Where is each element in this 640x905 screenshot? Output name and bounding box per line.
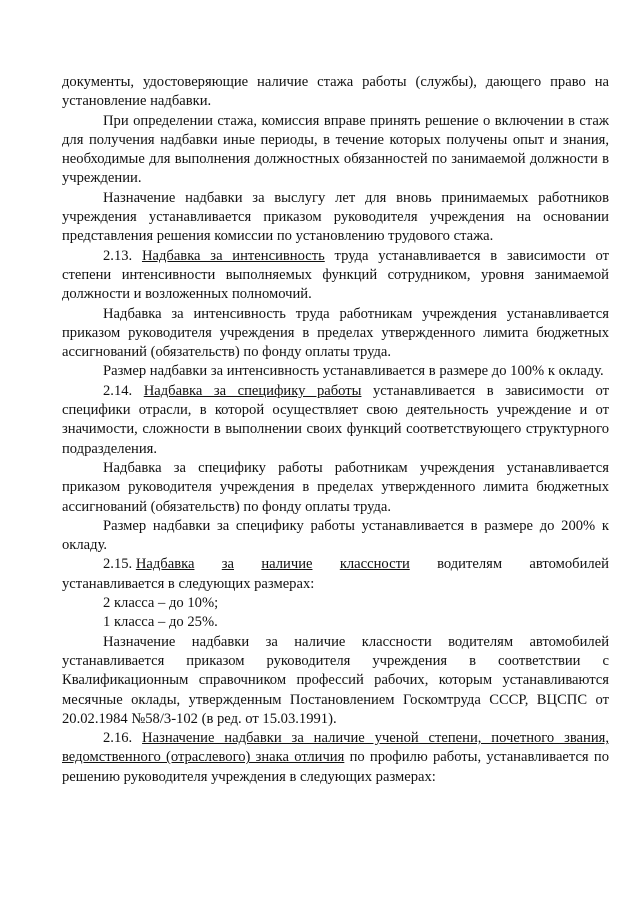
clause-heading: Назначение надбавки за наличие ученой степени, почетного звания, ведомственного (отраслевого) знака отличия bbox=[62, 730, 609, 766]
clause-2-15-first-line bbox=[62, 555, 609, 574]
clause-2-15 bbox=[62, 555, 609, 594]
clause-heading-word: за bbox=[221, 556, 235, 573]
paragraph-specifics-order: Надбавка за специфику работы работникам учреждения устанавливается приказом руководителя учреждения в пределах утвержденного лимита бюджетных ассигнований (обязательств) по фонду оплаты труда. bbox=[62, 459, 609, 515]
clause-heading: Надбавка за интенсивность bbox=[141, 247, 325, 264]
clause-number: 2.15. bbox=[103, 556, 133, 573]
paragraph-class-appointment: Назначение надбавки за наличие классности водителям автомобилей устанавливается приказом руководителя учреждения в соответствии с Квалификационным справочником профессий рабочих, которым устанавливаются месячные оклады, утвержденным Постановлением Госкомтруда СССР, ВЦСПС от 20.02.1984 №58/3-102 (в ред. от 15.03.1991). bbox=[62, 633, 609, 727]
clause-heading: Надбавка за специфику работы bbox=[143, 382, 362, 399]
clause-text: устанавливается в зависимости от специфики отрасли, в которой осуществляет свою деятельность учреждение и от значимости, сложности в выполнении своих функций соответствующего структурного подразделения. bbox=[62, 382, 609, 457]
clause-2-15-second-line: устанавливается в следующих размерах: bbox=[62, 575, 315, 592]
document-page bbox=[62, 73, 609, 787]
clause-number-and-word bbox=[103, 555, 194, 574]
clause-2-14 bbox=[62, 382, 609, 459]
clause-word: водителям bbox=[437, 556, 503, 573]
clause-2-13 bbox=[62, 247, 609, 305]
paragraph-experience-periods: При определении стажа, комиссия вправе принять решение о включении в стаж для получения надбавки иные периоды, в течение которых получены опыт и знания, необходимые для выполнения должностных обязанностей по занимаемой должности в учреждении. bbox=[62, 112, 609, 187]
paragraph-experience-documents: документы, удостоверяющие наличие стажа работы (службы), дающего право на установление надбавки. bbox=[62, 74, 609, 110]
clause-text: труда устанавливается в зависимости от степени интенсивности выполняемых функций сотрудником, уровня занимаемой должности и возложенных полномочий. bbox=[62, 247, 609, 303]
clause-word: автомобилей bbox=[529, 556, 609, 573]
clause-2-16 bbox=[62, 729, 609, 787]
paragraph-specifics-size: Размер надбавки за специфику работы устанавливается в размере до 200% к окладу. bbox=[62, 517, 609, 554]
paragraph-intensity-order: Надбавка за интенсивность труда работникам учреждения устанавливается приказом руководителя учреждения в пределах утвержденного лимита бюджетных ассигнований (обязательств) по фонду оплаты труда. bbox=[62, 305, 609, 361]
clause-heading-word: классности bbox=[339, 556, 410, 573]
clause-number: 2.16. bbox=[103, 730, 133, 747]
clause-heading-word: Надбавка bbox=[135, 556, 195, 573]
paragraph-intensity-size: Размер надбавки за интенсивность устанавливается в размере до 100% к окладу. bbox=[103, 363, 604, 380]
list-item-class-2: 2 класса – до 10%; bbox=[103, 595, 219, 612]
clause-number: 2.14. bbox=[103, 382, 133, 399]
clause-text: по профилю работы, устанавливается по решению руководителя учреждения в следующих размерах: bbox=[62, 749, 609, 785]
clause-number: 2.13. bbox=[103, 247, 133, 264]
paragraph-seniority-appointment: Назначение надбавки за выслугу лет для вновь принимаемых работников учреждения устанавливается приказом руководителя учреждения на основании представления решения комиссии по установлению трудового стажа. bbox=[62, 189, 609, 245]
clause-heading-word: наличие bbox=[261, 556, 313, 573]
list-item-class-1: 1 класса – до 25%. bbox=[103, 614, 218, 631]
